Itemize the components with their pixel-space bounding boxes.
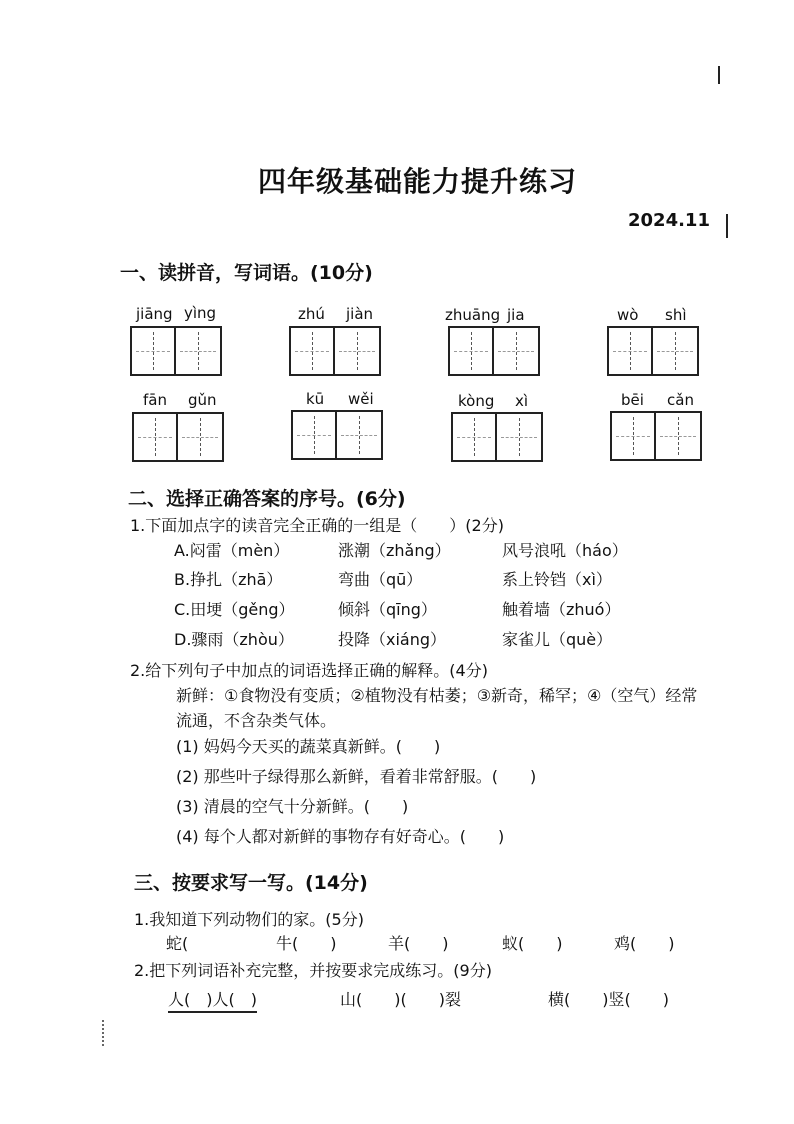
option-d-1: D.骤雨（zhòu） [174, 630, 294, 649]
option-b-1: B.挣扎（zhā） [174, 570, 283, 589]
animal-ant: 蚁( ) [502, 934, 563, 953]
writing-grid[interactable] [610, 411, 702, 461]
word-blank-1: 人( )人( ) [168, 987, 257, 1013]
sentence-4: (4) 每个人都对新鲜的事物存有好奇心。( ) [176, 827, 505, 846]
animal-sheep: 羊( ) [388, 934, 449, 953]
pinyin: cǎn [667, 391, 694, 409]
option-c-1: C.田埂（gěng） [174, 600, 295, 619]
option-a-1: A.闷雷（mèn） [174, 541, 290, 560]
pinyin: zhuāng [445, 306, 501, 324]
section-1-heading: 一、读拼音，写词语。(10分) [120, 262, 373, 284]
scan-mark [726, 214, 728, 238]
pinyin: jiāng [136, 305, 173, 323]
writing-grid[interactable] [451, 412, 543, 462]
option-a-3: 风号浪吼（háo） [502, 541, 628, 560]
pinyin: xì [515, 392, 529, 410]
writing-grid[interactable] [289, 326, 381, 376]
pinyin: zhú [298, 305, 325, 323]
option-d-2: 投降（xiáng） [338, 630, 447, 649]
section-3-heading: 三、按要求写一写。(14分) [134, 872, 368, 894]
section-2-heading: 二、选择正确答案的序号。(6分) [128, 488, 406, 510]
animal-snake: 蛇( [166, 934, 189, 953]
pinyin: kū [306, 390, 325, 408]
pinyin: kòng [458, 392, 495, 410]
question-2-2: 2.给下列句子中加点的词语选择正确的解释。(4分) [130, 661, 488, 680]
pinyin: gǔn [188, 391, 217, 409]
sentence-2: (2) 那些叶子绿得那么新鲜，看着非常舒服。( ) [176, 767, 537, 786]
pinyin: wò [617, 306, 639, 324]
option-b-3: 系上铃铛（xì） [502, 570, 612, 589]
option-c-2: 倾斜（qīng） [338, 600, 437, 619]
question-3-2: 2.把下列词语补充完整，并按要求完成练习。(9分) [134, 961, 492, 980]
word-blank-2: 山( )( )裂 [340, 990, 461, 1009]
margin-dots [102, 1020, 106, 1046]
pinyin: fān [143, 391, 167, 409]
scan-mark [718, 66, 720, 84]
option-b-2: 弯曲（qū） [338, 570, 423, 589]
option-c-3: 触着墙（zhuó） [502, 600, 621, 619]
sentence-1: (1) 妈妈今天买的蔬菜真新鲜。( ) [176, 737, 441, 756]
definition-line-2: 流通，不含杂类气体。 [176, 711, 337, 730]
option-a-2: 涨潮（zhǎng） [338, 541, 451, 560]
question-3-1: 1.我知道下列动物们的家。(5分) [134, 910, 364, 929]
question-2-1: 1.下面加点字的读音完全正确的一组是（ ）(2分) [130, 516, 504, 535]
animal-chicken: 鸡( ) [614, 934, 675, 953]
writing-grid[interactable] [448, 326, 540, 376]
animal-cow: 牛( ) [276, 934, 337, 953]
writing-grid[interactable] [132, 412, 224, 462]
sentence-3: (3) 清晨的空气十分新鲜。( ) [176, 797, 409, 816]
definition-line-1: 新鲜：①食物没有变质；②植物没有枯萎；③新奇，稀罕；④（空气）经常 [176, 686, 698, 705]
pinyin: bēi [621, 391, 644, 409]
word-blank-3: 横( )竖( ) [548, 990, 669, 1009]
option-d-3: 家雀儿（què） [502, 630, 613, 649]
writing-grid[interactable] [291, 410, 383, 460]
pinyin: shì [665, 306, 687, 324]
writing-grid[interactable] [130, 326, 222, 376]
pinyin: jia [507, 306, 525, 324]
page-title: 四年级基础能力提升练习 [258, 165, 578, 198]
pinyin: wěi [348, 390, 374, 408]
pinyin: jiàn [346, 305, 374, 323]
pinyin: yìng [184, 304, 217, 322]
writing-grid[interactable] [607, 326, 699, 376]
date: 2024.11 [628, 210, 710, 231]
